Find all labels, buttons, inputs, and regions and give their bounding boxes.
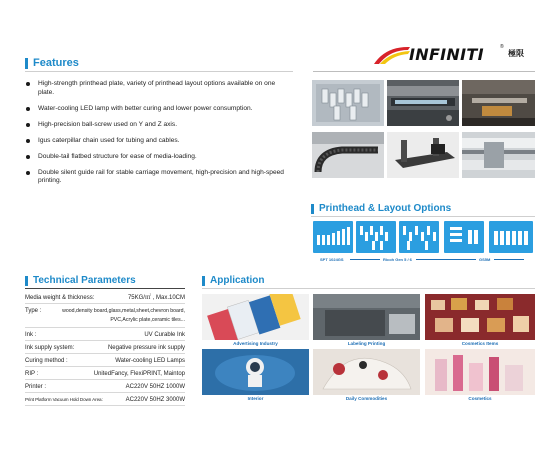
- guide-rail-image: [462, 132, 535, 178]
- feature-item: High-strength printhead plate, variety of printhead layout options available on one plate.: [25, 80, 290, 97]
- heading-accent-bar: [311, 204, 314, 214]
- app-photo-cosmetics-items: [425, 294, 535, 340]
- tech-label: Ink :: [25, 331, 37, 338]
- brand-logo: [372, 44, 532, 66]
- app-caption: Daily Commodities: [345, 396, 388, 401]
- photo-flatbed: [387, 132, 459, 178]
- printhead-heading: [311, 203, 451, 214]
- app-photo-advertising: [202, 294, 309, 340]
- tech-label: Type :: [25, 307, 42, 314]
- logo-swoosh-icon: [372, 44, 412, 66]
- tech-value: UV Curable Ink: [144, 331, 185, 338]
- tech-value: UnitedFancy, FlexiPRINT, Maintop: [93, 370, 185, 377]
- daily-commodities-image: [313, 349, 420, 395]
- printhead-layout-2-icon: [356, 221, 396, 253]
- tech-row: [25, 367, 185, 380]
- cosmetics-image: [425, 349, 535, 395]
- logo-wordmark: INFINITI: [409, 45, 484, 64]
- app-caption: Cosmetics: [468, 396, 492, 401]
- photo-guide-rail: [462, 132, 535, 178]
- app-photo-interior: [202, 349, 309, 395]
- tech-value: AC220V 50HZ 3000W: [125, 396, 185, 403]
- application-heading: [202, 275, 264, 286]
- printhead-layout-1-icon: [313, 221, 353, 253]
- feature-item: Igus caterpillar chain used for tubing and cables.: [25, 137, 290, 146]
- labeling-image: [313, 294, 420, 340]
- technical-title: Technical Parameters: [33, 275, 136, 286]
- features-heading: [25, 57, 79, 69]
- printhead-layout-4: [444, 221, 484, 253]
- tech-value: 75KG/㎡ , Max.10CM: [127, 294, 185, 301]
- tech-label: Curing method :: [25, 357, 68, 364]
- features-title: Features: [33, 57, 79, 69]
- tech-value: Water-cooling LED Lamps: [115, 357, 185, 364]
- printhead-layout-2: [356, 221, 396, 253]
- application-divider: [202, 288, 535, 289]
- printhead-layout-5: [489, 221, 533, 253]
- app-photo-labeling: [313, 294, 420, 340]
- advertising-image: [202, 294, 309, 340]
- tech-value: Negative pressure ink supply: [107, 344, 185, 351]
- printhead-caption-3: GS5M: [479, 257, 491, 262]
- tech-row: [25, 328, 185, 341]
- tech-label: Media weight & thickness:: [25, 294, 95, 301]
- interior-image: [202, 349, 309, 395]
- caterpillar-chain-image: [312, 132, 384, 178]
- technical-heading: [25, 275, 136, 286]
- tech-label: Ink supply system:: [25, 344, 75, 351]
- tech-row: [25, 341, 185, 354]
- feature-item: Water-cooling LED lamp with better curing and lower power consumption.: [25, 105, 290, 114]
- app-caption: Labeling Printing: [347, 341, 386, 346]
- cosmetics-items-image: [425, 294, 535, 340]
- tech-row: [25, 393, 185, 406]
- logo-registered-mark: ®: [500, 44, 504, 50]
- feature-item: Double silent guide rail for stable carriage movement, high-precision and high-speed printing.: [25, 169, 290, 186]
- ball-screw-image: [462, 80, 535, 126]
- photo-ball-screw: [462, 80, 535, 126]
- caption-line: [494, 259, 524, 260]
- feature-item: Double-tail flatbed structure for ease of media-loading.: [25, 153, 290, 162]
- app-photo-daily-commodities: [313, 349, 420, 395]
- tech-label: RIP :: [25, 370, 39, 377]
- tech-value: AC220V 50HZ 1000W: [125, 383, 185, 390]
- tech-row: [25, 380, 185, 393]
- tech-row: [25, 354, 185, 367]
- logo-divider: [313, 71, 535, 72]
- app-caption: Advertising Industry: [233, 341, 278, 346]
- flatbed-image: [387, 132, 459, 178]
- printhead-layout-1: [313, 221, 353, 253]
- photo-printhead-plate: [312, 80, 384, 126]
- caption-line: [416, 259, 476, 260]
- printhead-plate-image: [312, 80, 384, 126]
- features-list: [25, 80, 290, 193]
- application-title: Application: [210, 275, 265, 286]
- heading-accent-bar: [202, 276, 205, 286]
- tech-label: Print Platform Vacuum Hold Down Area:: [25, 396, 103, 402]
- photo-led-lamp: [387, 80, 459, 126]
- printhead-layout-5-icon: [489, 221, 533, 253]
- printhead-caption-1: SPT 1024GS: [320, 257, 344, 262]
- logo-chinese-name: 極限: [508, 49, 524, 58]
- tech-value: wood,density board,glass,metal,sheet,chevron board, PVC,Acrylic plate,ceramic tiles...: [62, 307, 185, 323]
- app-photo-cosmetics: [425, 349, 535, 395]
- technical-table: [25, 291, 185, 406]
- app-caption: Interior: [247, 396, 264, 401]
- printhead-title: Printhead & Layout Options: [319, 203, 452, 214]
- heading-accent-bar: [25, 276, 28, 286]
- heading-accent-bar: [25, 58, 28, 69]
- photo-caterpillar-chain: [312, 132, 384, 178]
- tech-row: [25, 291, 185, 304]
- features-divider: [25, 71, 293, 72]
- printhead-divider: [311, 216, 535, 217]
- printhead-layout-3-icon: [399, 221, 439, 253]
- technical-divider: [25, 288, 185, 289]
- printhead-layout-3: [399, 221, 439, 253]
- tech-row: [25, 304, 185, 328]
- printhead-caption-2: Ricoh Gen 5 / 6: [383, 257, 412, 262]
- led-lamp-image: [387, 80, 459, 126]
- feature-item: High-precision ball-screw used on Y and Z axis.: [25, 121, 290, 130]
- printhead-layout-4-icon: [444, 221, 484, 253]
- tech-label: Printer :: [25, 383, 47, 390]
- app-caption: Cosmetics Items: [461, 341, 499, 346]
- caption-line: [350, 259, 380, 260]
